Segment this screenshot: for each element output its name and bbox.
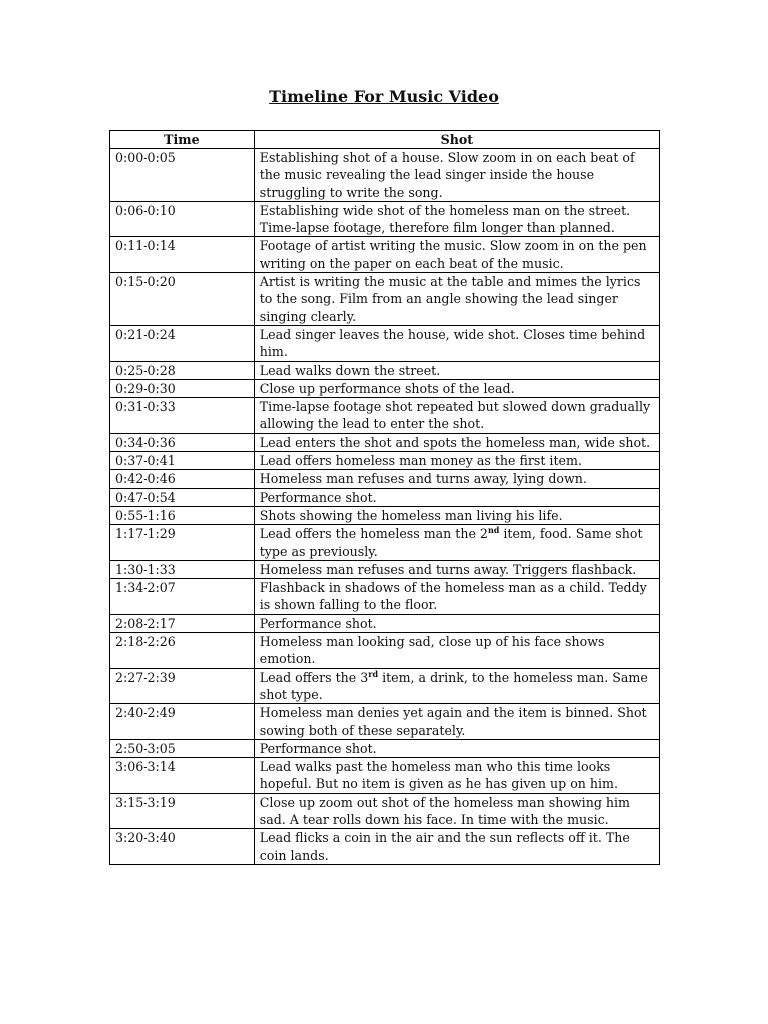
shot-cell: Performance shot. — [254, 614, 659, 632]
table-row — [110, 452, 660, 470]
page-title: Timeline For Music Video — [269, 87, 499, 106]
time-cell: 0:25-0:28 — [110, 361, 255, 379]
shot-cell: Homeless man refuses and turns away, lying down. — [254, 470, 659, 488]
table-row — [110, 793, 660, 829]
time-cell: 0:29-0:30 — [110, 379, 255, 397]
time-cell: 0:55-1:16 — [110, 506, 255, 524]
shot-cell — [254, 525, 659, 561]
table-row — [110, 237, 660, 273]
time-cell: 0:34-0:36 — [110, 433, 255, 451]
table-row — [110, 325, 660, 361]
table-body — [110, 149, 660, 865]
time-cell: 0:00-0:05 — [110, 149, 255, 202]
shot-cell: Artist is writing the music at the table and mimes the lyrics to the song. Film from an angle showing the lead singer singing clearly. — [254, 273, 659, 326]
shot-cell: Footage of artist writing the music. Slow zoom in on the pen writing on the paper on each beat of the music. — [254, 237, 659, 273]
table-row — [110, 668, 660, 704]
timeline-table — [109, 130, 660, 865]
time-cell: 0:06-0:10 — [110, 201, 255, 237]
shot-cell: Lead flicks a coin in the air and the sun reflects off it. The coin lands. — [254, 829, 659, 865]
shot-cell: Lead singer leaves the house, wide shot. Closes time behind him. — [254, 325, 659, 361]
shot-cell: Establishing wide shot of the homeless man on the street. Time-lapse footage, therefore film longer than planned. — [254, 201, 659, 237]
table-row — [110, 201, 660, 237]
time-cell: 2:18-2:26 — [110, 633, 255, 669]
time-cell: 2:50-3:05 — [110, 739, 255, 757]
shot-text: Lead offers the homeless man the 2 — [259, 526, 488, 542]
shot-cell: Time-lapse footage shot repeated but slowed down gradually allowing the lead to enter the shot. — [254, 398, 659, 434]
time-cell: 0:37-0:41 — [110, 452, 255, 470]
time-cell: 1:34-2:07 — [110, 579, 255, 615]
shot-text: item, food. Same shot type as previously. — [259, 526, 643, 559]
shot-cell: Homeless man denies yet again and the item is binned. Shot sowing both of these separately. — [254, 704, 659, 740]
table-row — [110, 506, 660, 524]
shot-cell — [254, 668, 659, 704]
time-cell: 0:47-0:54 — [110, 488, 255, 506]
table-row — [110, 433, 660, 451]
shot-column-header: Shot — [254, 131, 659, 149]
table-row — [110, 829, 660, 865]
shot-cell: Establishing shot of a house. Slow zoom in on each beat of the music revealing the lead singer inside the house struggling to write the song. — [254, 149, 659, 202]
time-cell: 0:15-0:20 — [110, 273, 255, 326]
table-row — [110, 758, 660, 794]
table-row — [110, 525, 660, 561]
shot-text: item, a drink, to the homeless man. Same shot type. — [259, 669, 648, 702]
table-row — [110, 739, 660, 757]
table-row — [110, 633, 660, 669]
table-header-row — [110, 131, 660, 149]
time-cell: 0:42-0:46 — [110, 470, 255, 488]
table-row — [110, 361, 660, 379]
table-row — [110, 398, 660, 434]
time-cell: 3:20-3:40 — [110, 829, 255, 865]
table-row — [110, 560, 660, 578]
time-column-header: Time — [110, 131, 255, 149]
table-row — [110, 579, 660, 615]
time-cell: 1:17-1:29 — [110, 525, 255, 561]
shot-cell: Homeless man looking sad, close up of his face shows emotion. — [254, 633, 659, 669]
shot-text: Lead offers the 3 — [259, 669, 369, 685]
shot-cell: Performance shot. — [254, 739, 659, 757]
table-row — [110, 149, 660, 202]
shot-cell: Lead walks past the homeless man who this time looks hopeful. But no item is given as he has given up on him. — [254, 758, 659, 794]
table-row — [110, 379, 660, 397]
time-cell: 1:30-1:33 — [110, 560, 255, 578]
time-cell: 2:40-2:49 — [110, 704, 255, 740]
time-cell: 2:08-2:17 — [110, 614, 255, 632]
shot-cell: Lead enters the shot and spots the homeless man, wide shot. — [254, 433, 659, 451]
shot-cell: Close up zoom out shot of the homeless man showing him sad. A tear rolls down his face. In time with the music. — [254, 793, 659, 829]
time-cell: 2:27-2:39 — [110, 668, 255, 704]
time-cell: 0:21-0:24 — [110, 325, 255, 361]
time-cell: 3:15-3:19 — [110, 793, 255, 829]
time-cell: 0:11-0:14 — [110, 237, 255, 273]
ordinal-suffix: nd — [487, 525, 500, 536]
time-cell: 3:06-3:14 — [110, 758, 255, 794]
table-row — [110, 614, 660, 632]
shot-cell: Lead walks down the street. — [254, 361, 659, 379]
shot-cell: Close up performance shots of the lead. — [254, 379, 659, 397]
shot-cell: Lead offers homeless man money as the first item. — [254, 452, 659, 470]
shot-cell: Shots showing the homeless man living his life. — [254, 506, 659, 524]
table-row — [110, 704, 660, 740]
table-row — [110, 488, 660, 506]
ordinal-suffix: rd — [368, 668, 379, 679]
shot-cell: Homeless man refuses and turns away. Triggers flashback. — [254, 560, 659, 578]
table-row — [110, 470, 660, 488]
shot-cell: Performance shot. — [254, 488, 659, 506]
time-cell: 0:31-0:33 — [110, 398, 255, 434]
table-row — [110, 273, 660, 326]
shot-cell: Flashback in shadows of the homeless man as a child. Teddy is shown falling to the floor. — [254, 579, 659, 615]
